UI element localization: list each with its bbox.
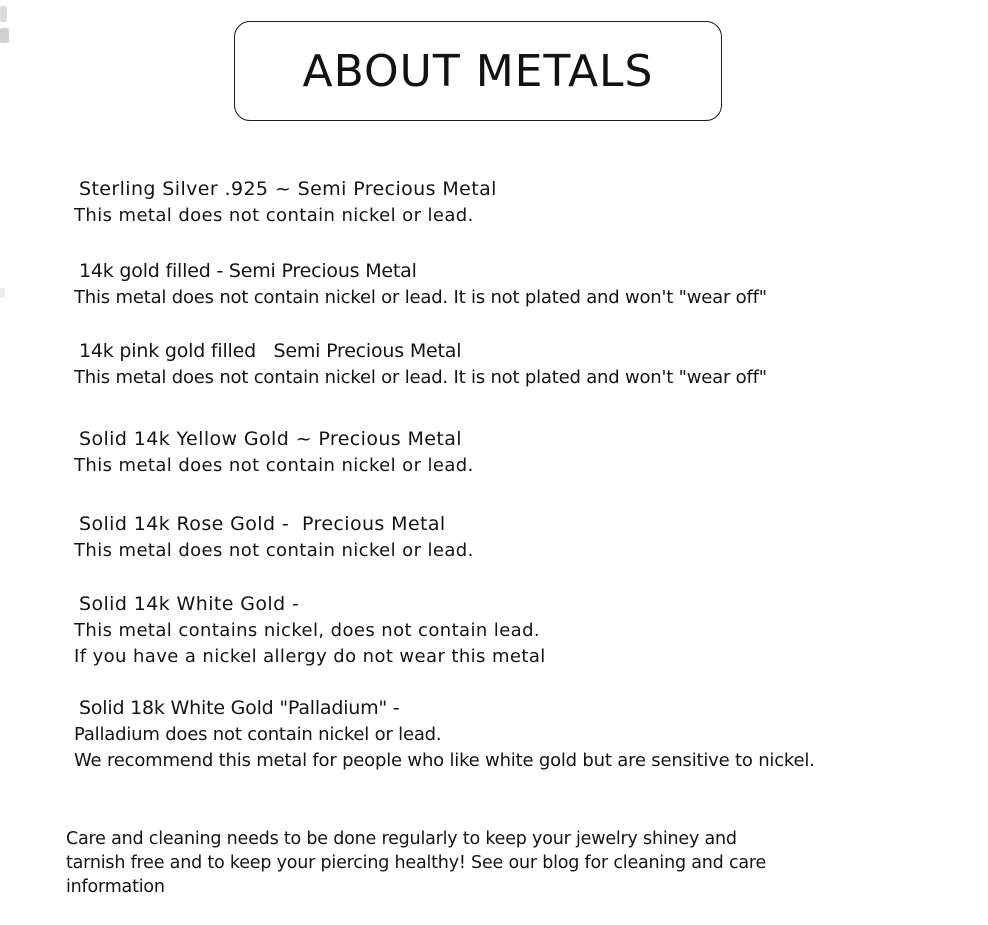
metal-heading: Solid 14k Yellow Gold ~ Precious Metal <box>79 428 462 450</box>
metal-heading: Solid 14k Rose Gold - Precious Metal <box>79 513 446 535</box>
section-sterling-silver <box>74 176 948 229</box>
care-and-cleaning-note <box>66 827 948 899</box>
page-title: ABOUT METALS <box>302 45 654 97</box>
metal-description: This metal does not contain nickel or lead. <box>74 205 474 226</box>
metal-description: This metal does not contain nickel or lead. <box>74 540 474 561</box>
section-solid-14k-yellow-gold <box>74 426 948 479</box>
metal-heading: Sterling Silver .925 ~ Semi Precious Metal <box>79 178 497 200</box>
section-solid-14k-rose-gold <box>74 511 948 564</box>
metal-heading: 14k pink gold filled Semi Precious Metal <box>79 340 462 362</box>
metal-description: If you have a nickel allergy do not wear this metal <box>74 646 546 667</box>
care-note-line: tarnish free and to keep your piercing healthy! See our blog for cleaning and care <box>66 853 767 873</box>
section-14k-pink-gold-filled <box>74 338 948 391</box>
section-14k-gold-filled <box>74 258 948 311</box>
metal-description: This metal contains nickel, does not contain lead. <box>74 620 541 641</box>
metal-description: We recommend this metal for people who like white gold but are sensitive to nickel. <box>74 750 815 771</box>
section-solid-14k-white-gold <box>74 591 948 670</box>
metal-heading: 14k gold filled - Semi Precious Metal <box>79 260 417 282</box>
care-note-line: Care and cleaning needs to be done regularly to keep your jewelry shiney and <box>66 829 737 849</box>
metal-heading: Solid 18k White Gold "Palladium" - <box>79 697 400 719</box>
metal-description: This metal does not contain nickel or lead. It is not plated and won't "wear off" <box>74 367 767 388</box>
metal-heading: Solid 14k White Gold - <box>79 593 300 615</box>
metal-description: This metal does not contain nickel or lead. It is not plated and won't "wear off" <box>74 287 767 308</box>
metal-description: This metal does not contain nickel or lead. <box>74 455 474 476</box>
metal-description: Palladium does not contain nickel or lead. <box>74 724 442 745</box>
care-note-line: information <box>66 877 165 897</box>
section-solid-18k-white-gold-palladium <box>74 695 948 774</box>
